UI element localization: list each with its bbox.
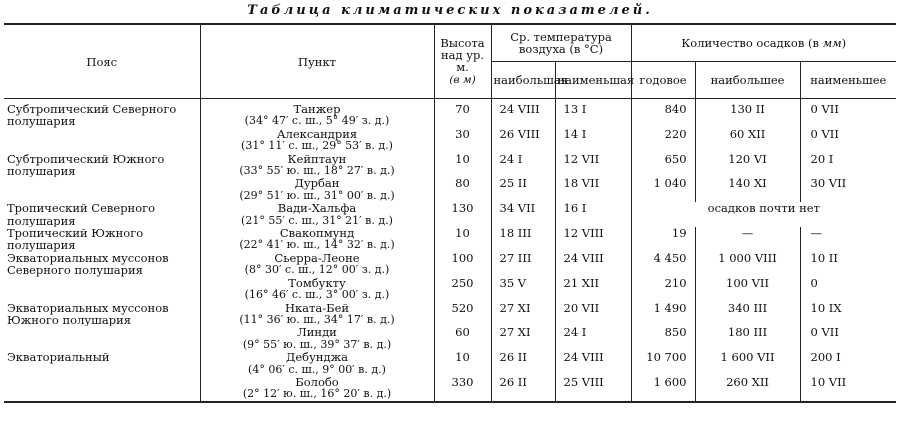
header-precip-unit: мм	[822, 36, 842, 50]
header-precip-min: наименьшее	[800, 62, 896, 99]
precip-min-cell: —	[800, 227, 896, 252]
precip-year-cell: 1 040	[631, 177, 695, 202]
place-coordinates: (11° 36′ ю. ш., 34° 17′ в. д.)	[239, 312, 395, 326]
place-cell	[200, 153, 434, 178]
zone-cell: Субтропический Северного полушария	[7, 102, 177, 128]
precip-max-cell: 1 600 VII	[695, 351, 800, 376]
place-cell	[200, 252, 434, 277]
precip-year-cell: 4 450	[631, 252, 695, 277]
table-row	[4, 302, 896, 327]
header-precip-max: наибольшее	[695, 62, 800, 99]
precip-min-cell: 30 VII	[800, 177, 896, 202]
place-name: Вади-Хальфа	[277, 202, 357, 216]
zone-cell: Тропический Северного полушария	[7, 202, 156, 228]
place-name: Линди	[297, 326, 337, 340]
precip-year-cell: 1 600	[631, 376, 695, 402]
place-cell	[200, 376, 434, 402]
temp-min-cell: 24 I	[555, 326, 631, 351]
zone-cell	[4, 128, 200, 153]
place-coordinates: (2° 12′ ю. ш., 16° 20′ в. д.)	[242, 387, 392, 401]
zone-cell: Экваториальный	[7, 351, 110, 365]
temp-min-cell: 24 VIII	[555, 252, 631, 277]
temp-min-cell: 13 I	[555, 99, 631, 128]
precip-year-cell: 840	[631, 99, 695, 128]
temp-max-cell: 24 VIII	[491, 99, 555, 128]
place-name: Томбукту	[288, 276, 346, 290]
altitude-cell: 100	[434, 252, 491, 277]
precip-year-cell: 19	[631, 227, 695, 252]
place-coordinates: (16° 46′ с. ш., 3° 00′ з. д.)	[244, 288, 390, 302]
precip-min-cell: 20 I	[800, 153, 896, 178]
precip-min-cell: 0 VII	[800, 99, 896, 128]
place-name: Кейптаун	[287, 152, 347, 166]
table-body	[4, 99, 896, 402]
temp-max-cell: 18 III	[491, 227, 555, 252]
precip-min-cell: 0	[800, 277, 896, 302]
precip-max-cell: 130 II	[695, 99, 800, 128]
place-coordinates: (31° 11′ с. ш., 29° 53′ в. д.)	[241, 139, 393, 153]
precip-min-cell: 10 IX	[800, 302, 896, 327]
precip-max-cell: 180 III	[695, 326, 800, 351]
precip-min-cell: 10 II	[800, 252, 896, 277]
temp-max-cell: 27 III	[491, 252, 555, 277]
temp-max-cell: 24 I	[491, 153, 555, 178]
precip-year-cell: 220	[631, 128, 695, 153]
precip-max-cell: 60 XII	[695, 128, 800, 153]
precip-year-cell: 650	[631, 153, 695, 178]
temp-min-cell: 21 XII	[555, 277, 631, 302]
place-name: Дурбан	[294, 177, 340, 191]
header-place: Пункт	[200, 24, 434, 99]
altitude-cell: 250	[434, 277, 491, 302]
header-precip-prefix: Количество осадков (в	[681, 36, 823, 50]
header-precipitation	[631, 24, 896, 62]
place-coordinates: (9° 55′ ю. ш., 39° 37′ в. д.)	[242, 337, 392, 351]
precip-min-cell: 0 VII	[800, 326, 896, 351]
precip-max-cell: 140 XI	[695, 177, 800, 202]
temp-min-cell: 24 VIII	[555, 351, 631, 376]
zone-cell: Экваториальных муссонов Южного полушария	[7, 301, 169, 327]
header-altitude	[434, 24, 491, 99]
temp-max-cell: 35 V	[491, 277, 555, 302]
header-altitude-unit: (в м)	[449, 74, 476, 86]
temp-max-cell: 34 VII	[491, 202, 555, 227]
place-name: Александрия	[276, 127, 358, 141]
precip-year-cell: 1 490	[631, 302, 695, 327]
precip-max-cell: 340 III	[695, 302, 800, 327]
zone-cell	[4, 177, 200, 202]
altitude-cell: 10	[434, 227, 491, 252]
table-row	[4, 227, 896, 252]
altitude-cell: 70	[434, 99, 491, 128]
altitude-cell: 80	[434, 177, 491, 202]
header-precip-year: годовое	[631, 62, 695, 99]
zone-cell	[4, 326, 200, 351]
place-cell	[200, 202, 434, 227]
table-row	[4, 326, 896, 351]
altitude-cell: 520	[434, 302, 491, 327]
place-cell	[200, 351, 434, 376]
precip-max-cell: 120 VI	[695, 153, 800, 178]
place-name: Сьерра-Леоне	[274, 251, 360, 265]
zone-cell: Тропический Южного полушария	[7, 227, 144, 252]
place-coordinates: (8° 30′ с. ш., 12° 00′ з. д.)	[244, 263, 390, 277]
place-coordinates: (34° 47′ с. ш., 5° 49′ з. д.)	[244, 114, 390, 128]
climate-table	[4, 23, 896, 403]
header-precip-suffix: )	[841, 36, 847, 50]
precip-max-cell: 260 XII	[695, 376, 800, 402]
place-cell	[200, 128, 434, 153]
place-name: Свакопмунд	[279, 227, 355, 241]
temp-min-cell: 14 I	[555, 128, 631, 153]
precip-max-cell: 100 VII	[695, 277, 800, 302]
place-coordinates: (22° 41′ ю. ш., 14° 32′ в. д.)	[239, 238, 395, 252]
temp-max-cell: 27 XI	[491, 326, 555, 351]
header-altitude-label: Высота над ур. м.	[440, 36, 485, 74]
temp-min-cell: 18 VII	[555, 177, 631, 202]
header-temp-max: наибольшая	[491, 62, 555, 99]
place-name: Нката-Бей	[284, 301, 350, 315]
place-cell	[200, 227, 434, 252]
temp-max-cell: 26 VIII	[491, 128, 555, 153]
table-row	[4, 376, 896, 402]
table-row	[4, 99, 896, 128]
place-coordinates: (29° 51′ ю. ш., 31° 00′ в. д.)	[239, 188, 395, 202]
table-row	[4, 351, 896, 376]
precip-min-cell: 10 VII	[800, 376, 896, 402]
altitude-cell: 10	[434, 153, 491, 178]
place-name: Дебунджа	[285, 351, 349, 365]
precip-note-cell: осадков почти нет	[631, 202, 896, 227]
altitude-cell: 60	[434, 326, 491, 351]
altitude-cell: 130	[434, 202, 491, 227]
place-cell	[200, 302, 434, 327]
temp-max-cell: 26 II	[491, 351, 555, 376]
precip-year-cell: 210	[631, 277, 695, 302]
temp-min-cell: 12 VIII	[555, 227, 631, 252]
table-row	[4, 252, 896, 277]
zone-cell: Экваториальных муссонов Северного полушария	[7, 251, 169, 277]
table-row	[4, 128, 896, 153]
temp-min-cell: 12 VII	[555, 153, 631, 178]
table-header	[4, 24, 896, 99]
altitude-cell: 330	[434, 376, 491, 402]
place-coordinates: (21° 55′ с. ш., 31° 21′ в. д.)	[241, 213, 393, 227]
place-cell	[200, 326, 434, 351]
place-coordinates: (4° 06′ с. ш., 9° 00′ в. д.)	[248, 362, 386, 376]
precip-min-cell: 200 I	[800, 351, 896, 376]
temp-min-cell: 20 VII	[555, 302, 631, 327]
precip-max-cell: —	[695, 227, 800, 252]
place-cell	[200, 99, 434, 128]
temp-max-cell: 27 XI	[491, 302, 555, 327]
place-name: Болобо	[295, 375, 339, 389]
precip-max-cell: 1 000 VIII	[695, 252, 800, 277]
altitude-cell: 10	[434, 351, 491, 376]
place-cell	[200, 177, 434, 202]
place-cell	[200, 277, 434, 302]
altitude-cell: 30	[434, 128, 491, 153]
precip-year-cell: 10 700	[631, 351, 695, 376]
table-row	[4, 153, 896, 178]
table-caption: Таблица климатических показателей.	[247, 3, 653, 18]
header-temp-min: наименьшая	[555, 62, 631, 99]
place-coordinates: (33° 55′ ю. ш., 18° 27′ в. д.)	[239, 164, 395, 178]
place-name: Танжер	[293, 102, 341, 116]
precip-year-cell: 850	[631, 326, 695, 351]
table-row	[4, 177, 896, 202]
precip-min-cell: 0 VII	[800, 128, 896, 153]
temp-min-cell: 16 I	[555, 202, 631, 227]
zone-cell	[4, 376, 200, 402]
temp-max-cell: 26 II	[491, 376, 555, 402]
table-row	[4, 277, 896, 302]
header-zone: Пояс	[4, 24, 200, 99]
header-temperature: Ср. температура воздуха (в °С)	[491, 24, 631, 62]
zone-cell: Субтропический Южного полушария	[7, 152, 165, 178]
temp-min-cell: 25 VIII	[555, 376, 631, 402]
temp-max-cell: 25 II	[491, 177, 555, 202]
table-row	[4, 202, 896, 227]
zone-cell	[4, 277, 200, 302]
